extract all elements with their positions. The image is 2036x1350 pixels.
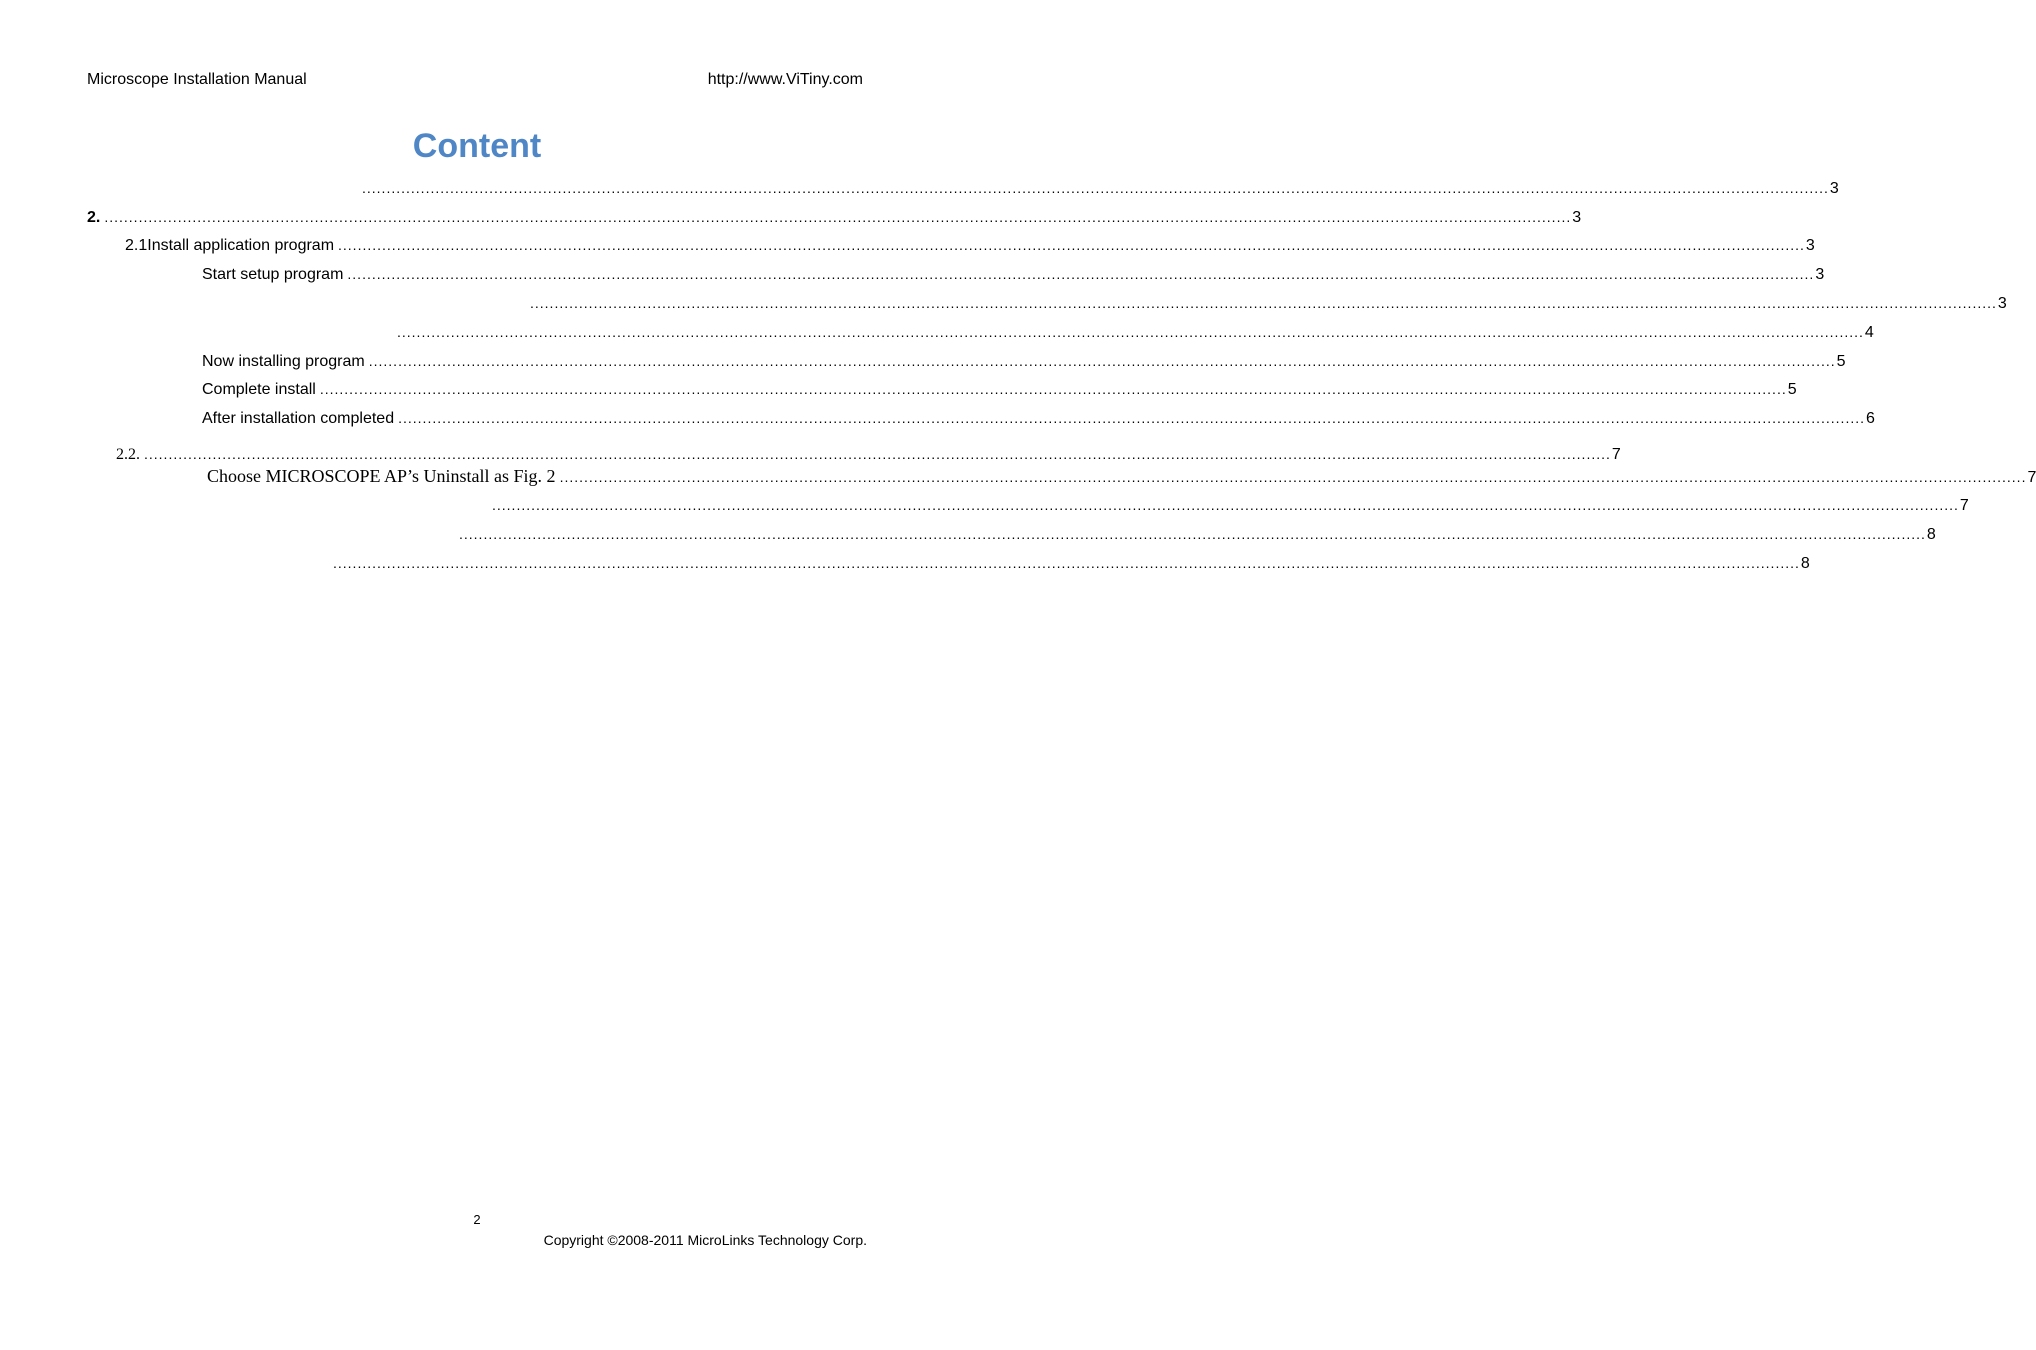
toc-page-number: 8: [1926, 526, 1936, 543]
toc-page-number: 4: [1864, 324, 1874, 341]
toc-page-number: 3: [1829, 180, 1839, 197]
toc-entry[interactable]: [393, 320, 1874, 344]
toc-leader: ............................................................................................................................................................................................................................................................................................................: [397, 324, 1864, 340]
toc-page-number: 7: [2027, 469, 2036, 486]
toc-entry[interactable]: [358, 176, 1839, 200]
toc-label: After installation completed: [202, 410, 395, 427]
page-title: Content: [412, 127, 542, 165]
toc-page-number: 3: [1805, 237, 1815, 254]
toc-leader: ............................................................................................................................................................................................................................................................................................................: [398, 410, 1866, 426]
toc-entry[interactable]: [202, 377, 1797, 401]
toc-entry[interactable]: [125, 233, 1815, 257]
toc-page-number: 8: [1800, 555, 1810, 572]
toc-entry[interactable]: [116, 435, 1621, 463]
toc-entry[interactable]: [207, 464, 2036, 488]
toc-entry[interactable]: [202, 349, 1846, 373]
toc-entry[interactable]: [526, 291, 2007, 315]
footer-copyright: Copyright ©2008-2011 MicroLinks Technology Corp.: [543, 1232, 867, 1248]
toc-leader: ............................................................................................................................................................................................................................................................................................................: [144, 446, 1611, 462]
toc-page-number: 5: [1836, 353, 1846, 370]
toc-number: 2.: [87, 209, 101, 226]
toc-page-number: 7: [1611, 446, 1621, 463]
toc-entry[interactable]: [488, 493, 1969, 517]
toc-label: Choose MICROSCOPE AP’s Uninstall as Fig. 2: [207, 466, 556, 486]
toc-entry[interactable]: [329, 551, 1810, 575]
toc-page-number: 3: [1997, 295, 2007, 312]
toc-leader: ............................................................................................................................................................................................................................................................................................................: [338, 237, 1805, 253]
toc-leader: ............................................................................................................................................................................................................................................................................................................: [362, 180, 1829, 196]
toc-label: Install application program: [147, 237, 335, 254]
toc-leader: ............................................................................................................................................................................................................................................................................................................: [559, 469, 2027, 485]
toc-page-number: 7: [1959, 497, 1969, 514]
running-header-url: http://www.ViTiny.com: [707, 71, 863, 88]
toc-page-number: 3: [1815, 266, 1825, 283]
toc-entry[interactable]: [202, 406, 1875, 430]
toc-number: 2.1: [125, 237, 148, 254]
toc-entry[interactable]: [87, 205, 1582, 229]
toc-page-number: 5: [1787, 381, 1797, 398]
toc-page-number: 3: [1572, 209, 1582, 226]
toc-leader: ............................................................................................................................................................................................................................................................................................................: [104, 209, 1572, 225]
toc-page-number: 6: [1866, 410, 1875, 427]
running-header-title: Microscope Installation Manual: [87, 71, 307, 88]
toc-entry[interactable]: [455, 522, 1936, 546]
toc-leader: ............................................................................................................................................................................................................................................................................................................: [459, 526, 1926, 542]
toc-entry[interactable]: [202, 262, 1825, 286]
toc-label: Complete install: [202, 381, 316, 398]
toc-leader: ............................................................................................................................................................................................................................................................................................................: [347, 266, 1815, 282]
toc-leader: ............................................................................................................................................................................................................................................................................................................: [492, 497, 1959, 513]
toc-number: 2.2.: [116, 446, 140, 463]
toc-leader: ............................................................................................................................................................................................................................................................................................................: [319, 381, 1787, 397]
toc-leader: ............................................................................................................................................................................................................................................................................................................: [530, 295, 1997, 311]
toc-leader: ............................................................................................................................................................................................................................................................................................................: [333, 555, 1800, 571]
toc-label: Start setup program: [202, 266, 344, 283]
toc-label: Now installing program: [202, 353, 365, 370]
footer-page-number: 2: [473, 1212, 481, 1227]
toc-leader: ............................................................................................................................................................................................................................................................................................................: [368, 353, 1836, 369]
